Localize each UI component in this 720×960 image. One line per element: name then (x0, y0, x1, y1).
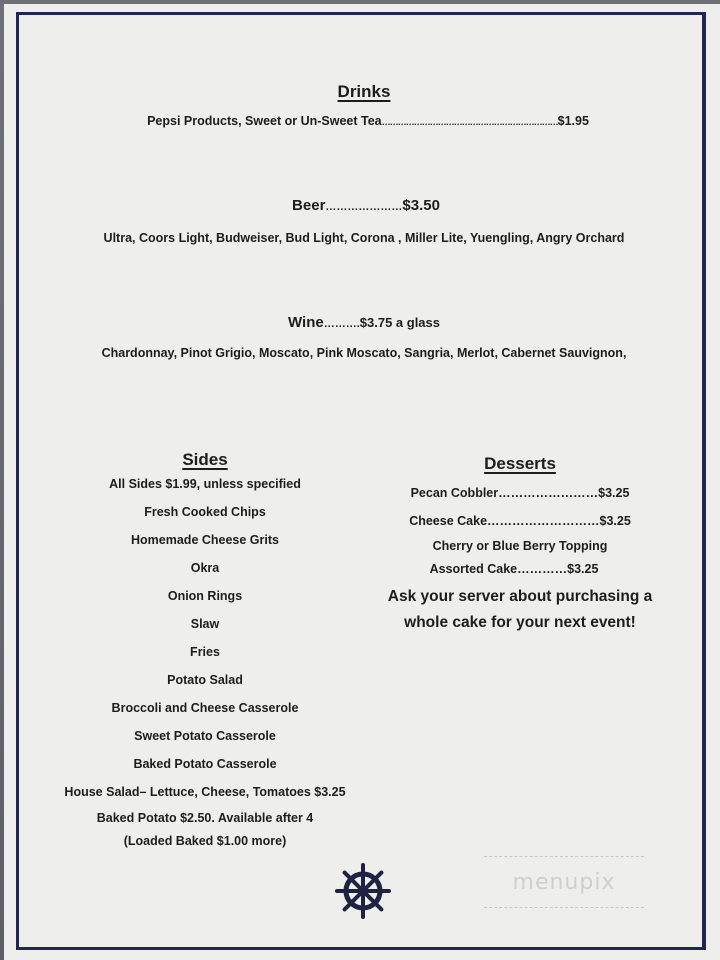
wine-dots: ………. (323, 318, 360, 330)
beer-price: $3.50 (402, 197, 440, 214)
drinks-line (147, 114, 589, 128)
sides-item: Onion Rings (167, 589, 243, 603)
drinks-dots: ………………………………………………………… (381, 117, 558, 127)
sides-item: Homemade Cheese Grits (131, 533, 279, 547)
drinks-item-label: Pepsi Products, Sweet or Un-Sweet Tea (147, 114, 382, 128)
sides-heading: Sides (182, 450, 228, 469)
dessert-promo-line2: whole cake for your next event! (404, 614, 636, 631)
ship-wheel-icon (334, 862, 392, 920)
wine-line (288, 314, 440, 331)
wine-price: $3.75 a glass (359, 315, 440, 330)
wine-label: Wine (288, 314, 324, 331)
dessert-topping: Cherry or Blue Berry Topping (432, 539, 608, 553)
sides-item: (Loaded Baked $1.00 more) (123, 834, 287, 848)
desserts-heading: Desserts (484, 454, 556, 473)
dessert-pecan-cobbler: Pecan Cobbler……………………$3.25 (410, 486, 630, 500)
sides-item: Broccoli and Cheese Casserole (111, 701, 299, 715)
sides-item: Okra (190, 561, 220, 575)
beer-list: Ultra, Coors Light, Budweiser, Bud Light, Corona , Miller Lite, Yuengling, Angry Orchard (103, 231, 625, 245)
sides-item: House Salad– Lettuce, Cheese, Tomatoes $3.25 (64, 785, 346, 799)
dessert-assorted-cake: Assorted Cake…………$3.25 (429, 562, 599, 576)
drinks-price: $1.95 (557, 114, 589, 128)
sides-item: Slaw (190, 617, 220, 631)
drinks-heading: Drinks (337, 82, 391, 101)
beer-label: Beer (292, 197, 326, 214)
menupix-watermark: menupix (484, 856, 644, 908)
sides-item: All Sides $1.99, unless specified (109, 477, 301, 491)
sides-item: Sweet Potato Casserole (134, 729, 276, 743)
sides-item: Fresh Cooked Chips (144, 505, 266, 519)
wine-list: Chardonnay, Pinot Grigio, Moscato, Pink Moscato, Sangria, Merlot, Cabernet Sauvignon, (101, 346, 627, 360)
dessert-promo-line1: Ask your server about purchasing a (387, 588, 653, 605)
beer-dots: ………………… (325, 201, 403, 213)
sides-item: Potato Salad (167, 673, 243, 687)
sides-item: Baked Potato Casserole (133, 757, 277, 771)
menu-page (4, 4, 720, 960)
dessert-cheese-cake: Cheese Cake………………………$3.25 (409, 514, 631, 528)
sides-item: Baked Potato $2.50. Available after 4 (96, 811, 314, 825)
beer-line (292, 197, 440, 214)
sides-item: Fries (190, 645, 220, 659)
